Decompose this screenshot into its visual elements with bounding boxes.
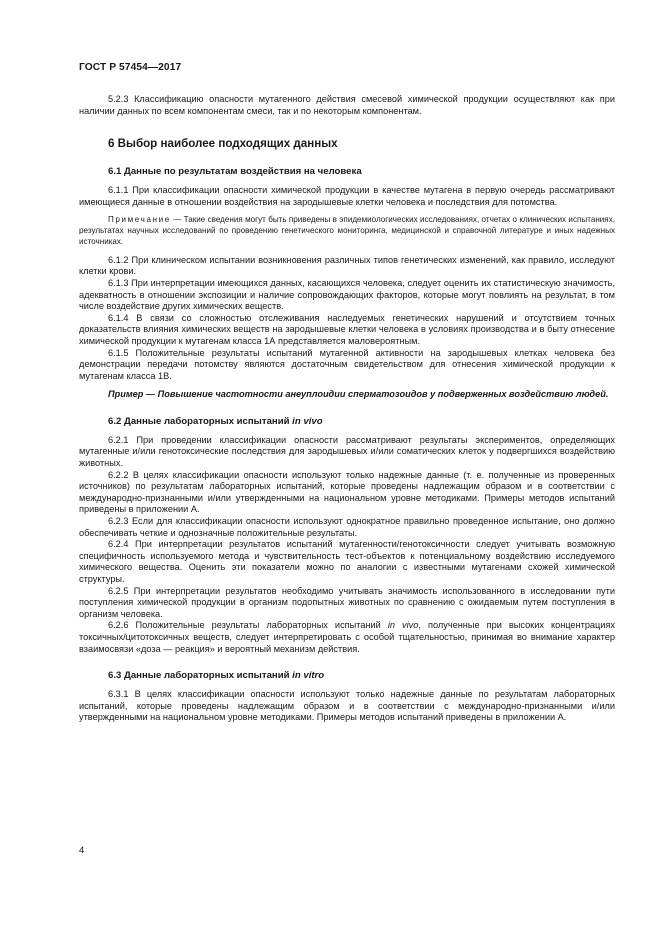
paragraph-6-2-1: 6.2.1 При проведении классификации опасности рассматривают результаты экспериментов, определяющих мутагенные и/или генотоксические последствия для зародышевых и/или соматических клеток у подвергшихся воздействию животных. [79, 434, 615, 469]
note-text: — Такие сведения могут быть приведены в эпидемиологических исследованиях, отчетах о клинических испытаниях, результатах научных исследований по проведению генетического мониторинга, медицинской и справочной литературе и иных надежных источниках. [79, 215, 615, 246]
paragraph-6-1-4: 6.1.4 В связи со сложностью отслеживания наследуемых генетических нарушений и отсутствием точных доказательств влияния химических веществ на зародышевые клетки человека в условиях производства и в быту отнесение химической продукции к мутагенам класса 1А представляется маловероятным. [79, 312, 615, 346]
paragraph-6-2-6-end: , полученные при высоких концентрациях токсичных/цитотоксичных веществ, следует интерпретировать с особой тщательностью, принимая во внимание характер взаимосвязи «доза — реакция» и вероятный механизм действия. [79, 620, 616, 654]
paragraph-6-1-1: 6.1.1 При классификации опасности химической продукции в качестве мутагена в первую очередь рассматривают имеющиеся данные в отношении воздействия на зародышевые клетки человека и последствия для потомства. [79, 185, 615, 207]
paragraph-6-2-6-start: 6.2.6 Положительные результаты лабораторных испытаний [108, 620, 388, 631]
section-6-2-title [79, 416, 615, 428]
paragraph-6-1-5: 6.1.5 Положительные результаты испытаний мутагенной активности на зародышевых клетках человека без демонстрации передачи потомству являются достаточным свидетельством для отнесения химической продукции к мутагенам класса 1В. [79, 347, 615, 381]
paragraph-6-2-3: 6.2.3 Если для классификации опасности используют однократное правильно проведенное испытание, оно должно обеспечивать четкие и однозначные положительные результаты. [79, 516, 615, 538]
section-6-1-title: 6.1 Данные по результатам воздействия на человека [108, 166, 362, 178]
section-6-2-title-italic: in vivo [292, 415, 323, 427]
paragraph-6-1-2: 6.1.2 При клиническом испытании возникновения различных типов генетических изменений, как правило, исследуют клетки крови. [79, 254, 615, 277]
section-6-3-title-italic: in vitro [292, 670, 325, 682]
section-6-title: 6 Выбор наиболее подходящих данных [108, 137, 338, 151]
section-6-3-title-text: 6.3 Данные лабораторных испытаний [108, 670, 293, 682]
paragraph-6-2-2: 6.2.2 В целях классификации опасности используют только надежные данные (т. е. полученные из проверенных источников) по результатам лабораторных испытаний, которые проведены надлежащим образом и в соответствии с международно-признанными и/или утвержденными на национальном уровне методиками. Примеры методов испытаний приведены в приложении А. [79, 469, 615, 515]
paragraph-5-2-3: 5.2.3 Классификацию опасности мутагенного действия смесевой химической продукции осуществляют как при наличии данных по всем компонентам смеси, так и по некоторым компонентам. [79, 94, 615, 116]
document-header: ГОСТ Р 57454—2017 [79, 62, 182, 73]
document-body [79, 94, 615, 724]
paragraph-6-2-4: 6.2.4 При интерпретации результатов испытаний мутагенности/генотоксичности следует учитывать возможную специфичность используемого метода и чувствительность тест-объектов к потенциальному воздействию исследуемого химического вещества. Оценить эти показатели можно по аналогии с известными мутагенами схожей химической структуры. [79, 539, 615, 585]
paragraph-6-1-3: 6.1.3 При интерпретации имеющихся данных, касающихся человека, следует оценить их статистическую значимость, адекватность в отношении экспозиции и наличие сопровождающих факторов, которые могут повлиять на результат, в том числе воздействие других химических веществ. [79, 277, 615, 312]
note-label: Примечание [108, 215, 171, 225]
page-number: 4 [79, 845, 85, 856]
paragraph-6-2-5: 6.2.5 При интерпретации результатов необходимо учитывать значимость использованного в исследовании пути поступления химической продукции в организм подопытных животных по сравнению с ожидаемым путем поступления в организм человека. [79, 585, 615, 619]
note [79, 215, 615, 247]
example: Пример — Повышение частотности анеуплоидии сперматозоидов у подверженных воздействию людей. [108, 389, 609, 400]
paragraph-6-2-6 [79, 620, 615, 655]
paragraph-6-3-1: 6.3.1 В целях классификации опасности используют только надежные данные по результатам лабораторных испытаний, которые проведены надлежащим образом и в соответствии с международно-признанными и/или утвержденными на национальном уровне методиками. Примеры методов испытаний приведены в приложении А. [79, 689, 615, 723]
paragraph-6-2-6-italic: in vivo [387, 620, 419, 631]
section-6-2-title-text: 6.2 Данные лабораторных испытаний [108, 415, 293, 427]
section-6-3-title [79, 670, 615, 682]
